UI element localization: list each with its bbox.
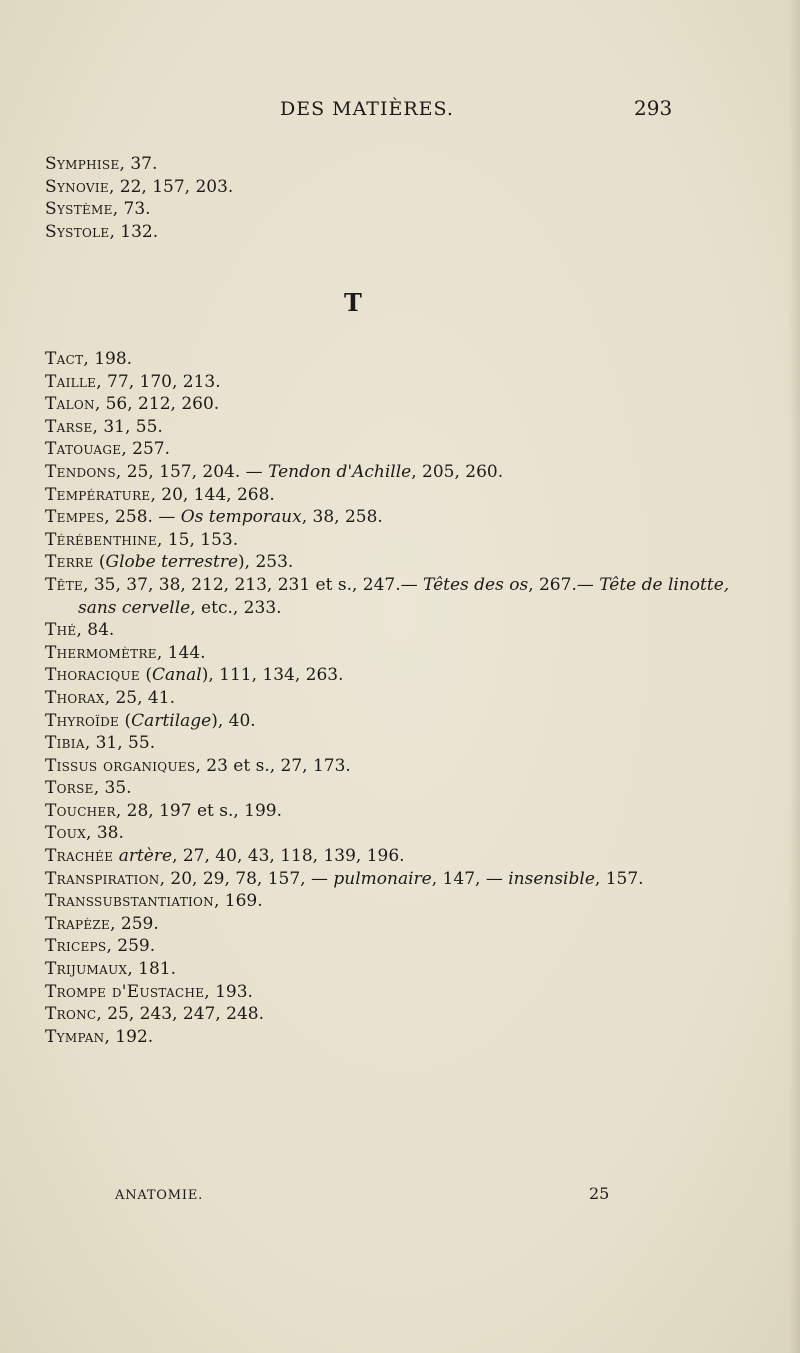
index-entry bbox=[45, 198, 665, 221]
index-entry bbox=[45, 1026, 665, 1049]
index-refs: , etc., 233. bbox=[190, 597, 282, 618]
index-term: Tendons bbox=[45, 461, 116, 482]
index-refs: , 132. bbox=[109, 221, 159, 242]
index-term: Toux bbox=[45, 823, 87, 844]
running-header-title: DES MATIÈRES. bbox=[280, 98, 454, 120]
index-refs: ( bbox=[93, 552, 106, 573]
page-edge-shadow bbox=[788, 0, 800, 1353]
index-entry bbox=[45, 153, 665, 176]
index-refs: , 192. bbox=[104, 1026, 154, 1047]
index-refs: , 157. bbox=[594, 868, 644, 889]
index-entry bbox=[45, 664, 665, 687]
index-refs: , 181. bbox=[127, 959, 177, 980]
index-subterm: artère bbox=[118, 846, 173, 867]
index-term: Taille bbox=[45, 371, 97, 392]
index-term: Température bbox=[45, 484, 151, 505]
index-refs: , 27, 40, 43, 118, 139, 196. bbox=[172, 846, 405, 867]
index-term: Système bbox=[45, 199, 113, 220]
index-refs: , 73. bbox=[112, 199, 151, 220]
index-refs: , 25, 41. bbox=[104, 687, 175, 708]
index-term: Tarse bbox=[45, 416, 93, 437]
index-term: Thé bbox=[45, 620, 77, 641]
index-term: Synovie bbox=[45, 176, 109, 197]
index-entry bbox=[45, 484, 665, 507]
index-refs: , 38, 258. bbox=[301, 507, 383, 528]
index-refs: , 77, 170, 213. bbox=[96, 371, 221, 392]
index-entry bbox=[45, 822, 665, 845]
index-refs: ), 253. bbox=[238, 552, 294, 573]
signature-number: 25 bbox=[589, 1184, 610, 1203]
index-entry bbox=[45, 890, 665, 913]
index-subterm: Canal bbox=[152, 665, 202, 686]
index-entry bbox=[45, 619, 665, 642]
index-refs: , 35. bbox=[93, 778, 132, 799]
index-entry bbox=[45, 710, 665, 733]
index-refs: , 144. bbox=[156, 642, 206, 663]
index-term: Torse bbox=[45, 778, 94, 799]
index-entry bbox=[45, 506, 665, 529]
index-entry bbox=[45, 981, 665, 1004]
index-entry bbox=[45, 393, 665, 416]
index-entry bbox=[45, 800, 665, 823]
index-term: Tronc bbox=[45, 1004, 97, 1025]
index-refs: , 198. bbox=[83, 349, 133, 369]
index-term: Tempes bbox=[45, 507, 105, 528]
index-subterm: Tête de linotte, bbox=[599, 574, 730, 595]
index-subterm: Tendon d'Achille bbox=[268, 461, 412, 482]
index-refs: , 267.— bbox=[528, 574, 600, 595]
index-entry bbox=[45, 755, 665, 778]
index-entry bbox=[45, 958, 665, 981]
index-refs: , 31, 55. bbox=[92, 416, 163, 437]
index-entry bbox=[45, 221, 665, 244]
index-refs: , 25, 157, 204. — bbox=[115, 461, 269, 482]
index-entry bbox=[45, 529, 665, 552]
index-entry bbox=[45, 732, 665, 755]
index-refs: , 259. bbox=[110, 913, 159, 934]
index-entry bbox=[45, 438, 665, 461]
index-term: Systole bbox=[45, 221, 110, 242]
index-term: Trapèze bbox=[45, 913, 111, 934]
index-term: Trachée bbox=[45, 846, 114, 867]
index-entry bbox=[45, 551, 665, 574]
index-refs: , 257. bbox=[121, 439, 171, 460]
index-refs: , 169. bbox=[213, 891, 263, 912]
index-list-s bbox=[45, 153, 665, 243]
index-entry bbox=[45, 868, 665, 891]
index-term: Tatouage bbox=[45, 439, 122, 460]
index-refs: , 22, 157, 203. bbox=[108, 176, 234, 197]
index-term: Terre bbox=[45, 552, 94, 573]
index-term: Talon bbox=[45, 394, 95, 415]
index-entry bbox=[45, 642, 665, 665]
index-refs: ), 40. bbox=[211, 710, 256, 731]
index-term: Transpiration bbox=[45, 868, 160, 889]
index-entry bbox=[45, 1003, 665, 1026]
index-refs: , 28, 197 et s., 199. bbox=[115, 800, 283, 821]
index-entry bbox=[45, 935, 665, 958]
section-letter-heading: T bbox=[344, 288, 362, 317]
index-refs: , 20, 29, 78, 157, — bbox=[159, 868, 334, 889]
index-entry bbox=[45, 348, 665, 371]
index-refs: , 20, 144, 268. bbox=[150, 484, 275, 505]
index-entry bbox=[45, 687, 665, 710]
index-refs: , 205, 260. bbox=[411, 461, 504, 482]
index-refs: , 15, 153. bbox=[157, 529, 239, 550]
index-entry bbox=[45, 913, 665, 936]
index-entry bbox=[45, 461, 665, 484]
index-refs: ( bbox=[119, 710, 132, 731]
index-subterm: Têtes des os bbox=[423, 574, 529, 595]
index-term: Thyroïde bbox=[45, 710, 120, 731]
index-refs: , 35, 37, 38, 212, 213, 231 et s., 247.— bbox=[83, 574, 424, 595]
index-refs: , 23 et s., 27, 173. bbox=[195, 755, 351, 776]
index-term: Térébenthine bbox=[45, 529, 158, 550]
index-refs: , 37. bbox=[119, 154, 158, 174]
index-term: Tête bbox=[45, 574, 84, 595]
index-term: Tissus organiques bbox=[45, 755, 196, 776]
index-list-t bbox=[45, 348, 730, 1048]
index-subterm: Os temporaux bbox=[180, 507, 302, 528]
index-subterm: sans cervelle bbox=[78, 597, 191, 618]
index-term: Tact bbox=[45, 349, 84, 369]
index-subterm: Globe terrestre bbox=[105, 552, 239, 573]
index-term: Thoracique bbox=[45, 665, 140, 686]
index-subterm: insensible bbox=[508, 868, 595, 889]
index-refs: , 38. bbox=[86, 823, 124, 844]
index-term: Symphise bbox=[45, 154, 120, 174]
index-term: Tympan bbox=[45, 1026, 105, 1047]
index-term: Thorax bbox=[45, 687, 105, 708]
index-term: Triceps bbox=[45, 936, 107, 957]
index-refs: , 31, 55. bbox=[84, 733, 156, 754]
index-refs: , 25, 243, 247, 248. bbox=[96, 1004, 265, 1025]
index-term: Trijumaux bbox=[45, 959, 128, 980]
index-entry bbox=[45, 371, 665, 394]
index-term: Thermomètre bbox=[45, 642, 157, 663]
index-entry bbox=[45, 416, 665, 439]
index-entry bbox=[45, 777, 665, 800]
index-refs: , 147, — bbox=[431, 868, 509, 889]
index-refs: , 193. bbox=[204, 981, 253, 1002]
index-subterm: pulmonaire bbox=[333, 868, 432, 889]
index-entry bbox=[45, 574, 730, 597]
index-refs: , 56, 212, 260. bbox=[94, 394, 220, 415]
signature-mark: ANATOMIE. bbox=[115, 1188, 204, 1203]
index-term: Tibia bbox=[45, 733, 85, 754]
index-entry-continuation bbox=[45, 597, 665, 620]
index-refs: , 258. — bbox=[104, 507, 181, 528]
index-entry bbox=[45, 845, 665, 868]
index-refs: , 84. bbox=[76, 620, 115, 641]
index-term: Toucher bbox=[45, 800, 116, 821]
index-subterm: Cartilage bbox=[131, 710, 212, 731]
index-refs: ), 111, 134, 263. bbox=[201, 665, 344, 686]
index-entry bbox=[45, 176, 665, 199]
index-refs: , 259. bbox=[106, 936, 156, 957]
index-refs: ( bbox=[139, 665, 153, 686]
page-number: 293 bbox=[634, 96, 673, 120]
index-term: Transsubstantiation bbox=[45, 891, 214, 912]
index-term: Trompe d'Eustache bbox=[45, 981, 205, 1002]
